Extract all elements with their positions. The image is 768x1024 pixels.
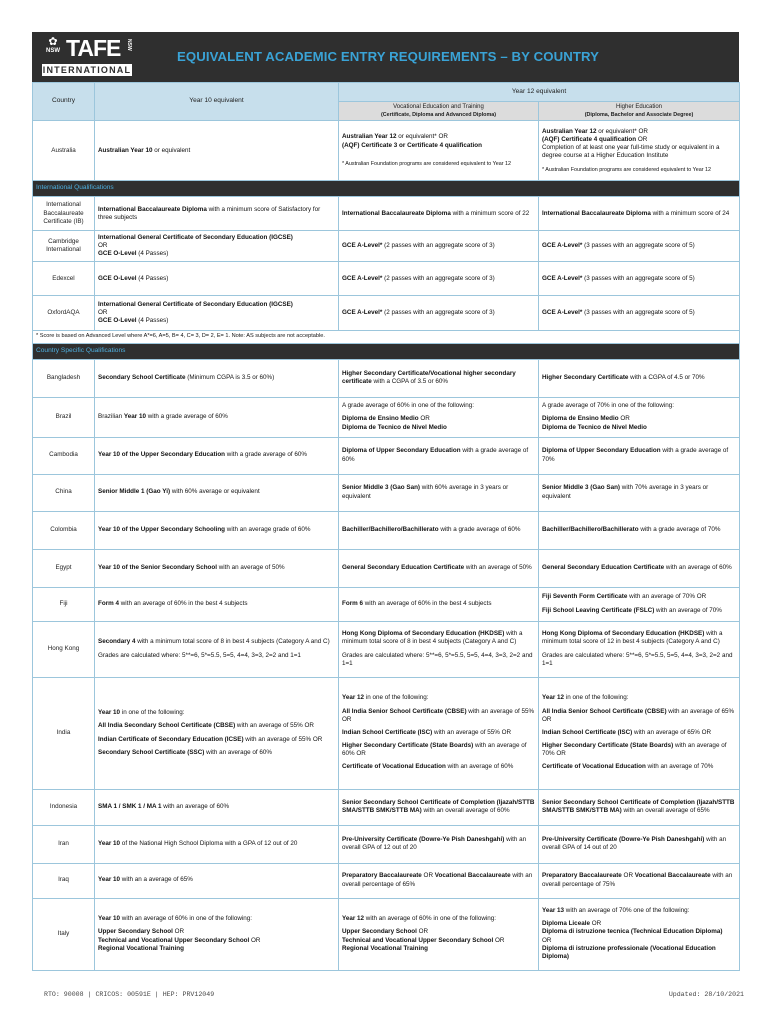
table-row	[33, 621, 740, 677]
year10-cell: Year 10 of the Upper Secondary Schooling with an average grade of 60%	[95, 511, 339, 549]
table-row	[33, 511, 740, 549]
table-row	[33, 262, 740, 296]
footer-updated-date: Updated: 28/10/2021	[668, 991, 744, 998]
country-cell: OxfordAQA	[33, 296, 95, 331]
country-cell: Edexcel	[33, 262, 95, 296]
document-header	[32, 32, 739, 82]
col-header-country: Country	[33, 83, 95, 121]
table-row	[33, 863, 740, 898]
voc-cell: Pre-University Certificate (Dowre-Ye Pish Daneshgahi) with an overall GPA of 12 out of 20	[339, 825, 539, 863]
he-cell: GCE A-Level* (3 passes with an aggregate score of 5)	[539, 231, 740, 262]
year10-cell: Secondary School Certificate (Minimum CGPA is 3.5 or 60%)	[95, 359, 339, 397]
country-cell: Hong Kong	[33, 621, 95, 677]
table-row	[33, 231, 740, 262]
year10-cell: Australian Year 10 or equivalent	[95, 121, 339, 181]
header-row	[33, 83, 740, 102]
voc-cell: GCE A-Level* (2 passes with an aggregate score of 3)	[339, 231, 539, 262]
country-cell: Fiji	[33, 587, 95, 621]
year10-cell: SMA 1 / SMK 1 / MA 1 with an average of 60%	[95, 789, 339, 825]
he-cell: Pre-University Certificate (Dowre-Ye Pish Daneshgahi) with an overall GPA of 14 out of 20	[539, 825, 740, 863]
he-cell: International Baccalaureate Diploma with a minimum score of 24	[539, 197, 740, 231]
table-row	[33, 677, 740, 789]
country-cell: Iraq	[33, 863, 95, 898]
voc-cell: GCE A-Level* (2 passes with an aggregate score of 3)	[339, 262, 539, 296]
year10-cell: Secondary 4 with a minimum total score of 8 in best 4 subjects (Category A and C) Grades are calculated where: 5**=6, 5*=5.5, 5=5, 4=4, 3=3, 2=2 and 1=1	[95, 621, 339, 677]
country-cell: Bangladesh	[33, 359, 95, 397]
country-cell: Italy	[33, 898, 95, 970]
section-international: International Qualifications	[33, 181, 740, 197]
section-country-specific: Country Specific Qualifications	[33, 343, 740, 359]
he-cell: Australian Year 12 or equivalent* OR (AQF) Certificate 4 qualification OR Completion of at least one year full-time study or equivalent in a degree course at a Higher Education Institute * Australian Foundation programs are considered equivalent to Year 12	[539, 121, 740, 181]
he-cell: General Secondary Education Certificate with an average of 60%	[539, 549, 740, 587]
voc-cell: Preparatory Baccalaureate OR Vocational Baccalaureate with an overall percentage of 65%	[339, 863, 539, 898]
voc-cell: Year 12 with an average of 60% in one of the following: Upper Secondary School OR Technical and Vocational Upper Secondary School OR Regional Vocational Training	[339, 898, 539, 970]
page-title: EQUIVALENT ACADEMIC ENTRY REQUIREMENTS – BY COUNTRY	[177, 49, 600, 64]
voc-cell: Higher Secondary Certificate/Vocational higher secondary certificate with a CGPA of 3.5 or 60%	[339, 359, 539, 397]
table-row	[33, 197, 740, 231]
voc-cell: A grade average of 60% in one of the following: Diploma de Ensino Medio OR Diploma de Tecnico de Nivel Medio	[339, 397, 539, 437]
country-cell: Indonesia	[33, 789, 95, 825]
voc-cell: GCE A-Level* (2 passes with an aggregate score of 3)	[339, 296, 539, 331]
year10-cell: Year 10 in one of the following: All India Secondary School Certificate (CBSE) with an average of 55% OR Indian Certificate of Secondary Education (ICSE) with an average of 55% OR Secondary School Certificate (SSC) with an average of 60%	[95, 677, 339, 789]
table-row	[33, 121, 740, 181]
he-cell: GCE A-Level* (3 passes with an aggregate score of 5)	[539, 296, 740, 331]
voc-cell: Diploma of Upper Secondary Education with a grade average of 60%	[339, 437, 539, 474]
logo-nsw-vertical: NSW	[126, 39, 132, 51]
he-cell: Year 12 in one of the following: All India Senior School Certificate (CBSE) with an average of 65% OR Indian School Certificate (ISC) with an average of 65% OR Higher Secondary Certificate (State Boards) with an average of 70% OR Certificate of Vocational Education with an average of 70%	[539, 677, 740, 789]
voc-cell: International Baccalaureate Diploma with a minimum score of 22	[339, 197, 539, 231]
voc-cell: Senior Secondary School Certificate of Completion (Ijazah/STTB SMA/STTB SMK/STTB MA) with an overall average of 60%	[339, 789, 539, 825]
country-cell: Colombia	[33, 511, 95, 549]
year10-cell: Year 10 of the Upper Secondary Education with a grade average of 60%	[95, 437, 339, 474]
table-row	[33, 825, 740, 863]
he-cell: Senior Middle 3 (Gao San) with 70% average in 3 years or equivalent	[539, 474, 740, 511]
country-cell: India	[33, 677, 95, 789]
table-row	[33, 437, 740, 474]
country-cell: International Baccalaureate Certificate (IB)	[33, 197, 95, 231]
table-row	[33, 296, 740, 331]
requirements-table	[32, 82, 740, 971]
logo-tafe-text: TAFE	[66, 35, 121, 61]
year10-cell: Year 10 with an a average of 65%	[95, 863, 339, 898]
a-level-note: * Score is based on Advanced Level where A*=6, A=5, B= 4, C= 3, D= 2, E= 1. Note: AS subjects are not acceptable.	[33, 331, 740, 343]
year10-cell: Form 4 with an average of 60% in the best 4 subjects	[95, 587, 339, 621]
country-cell: Cambridge International	[33, 231, 95, 262]
year10-cell: Year 10 of the Senior Secondary School with an average of 50%	[95, 549, 339, 587]
year10-cell: International Baccalaureate Diploma with a minimum score of Satisfactory for three subjects	[95, 197, 339, 231]
country-cell: China	[33, 474, 95, 511]
country-cell: Egypt	[33, 549, 95, 587]
year10-cell: International General Certificate of Secondary Education (IGCSE) OR GCE O-Level (4 Passes)	[95, 296, 339, 331]
he-cell: Year 13 with an average of 70% one of the following: Diploma Liceale OR Diploma di istruzione tecnica (Technical Education Diploma) OR Diploma di istruzione professionale (Vocational Education Diploma)	[539, 898, 740, 970]
country-cell: Brazil	[33, 397, 95, 437]
col-header-he: Higher Education (Diploma, Bachelor and Associate Degree)	[539, 102, 740, 121]
table-row	[33, 359, 740, 397]
section-row	[33, 181, 740, 197]
year10-cell: Year 10 with an average of 60% in one of the following: Upper Secondary School OR Technical and Vocational Upper Secondary School OR Regional Vocational Training	[95, 898, 339, 970]
he-cell: Fiji Seventh Form Certificate with an average of 70% OR Fiji School Leaving Certificate (FSLC) with an average of 70%	[539, 587, 740, 621]
table-row	[33, 474, 740, 511]
footer-registration: RTO: 90008 | CRICOS: 00591E | HEP: PRV12049	[44, 991, 215, 998]
voc-cell: Year 12 in one of the following: All India Senior School Certificate (CBSE) with an average of 55% OR Indian School Certificate (ISC) with an average of 55% OR Higher Secondary Certificate (State Boards) with an average of 60% OR Certificate of Vocational Education with an average of 60%	[339, 677, 539, 789]
nsw-waratah-icon: ✿ NSW	[46, 36, 60, 54]
he-cell: A grade average of 70% in one of the following: Diploma de Ensino Medio OR Diploma de Tecnico de Nivel Medio	[539, 397, 740, 437]
table-row	[33, 549, 740, 587]
he-cell: Hong Kong Diploma of Secondary Education (HKDSE) with a minimum total score of 12 in best 4 subjects (Category A and C) Grades are calculated where: 5**=6, 5*=5.5, 5=5, 4=4, 3=3, 2=2 and 1=1	[539, 621, 740, 677]
col-header-year12: Year 12 equivalent	[339, 83, 740, 102]
year10-cell: International General Certificate of Secondary Education (IGCSE) OR GCE O-Level (4 Passes)	[95, 231, 339, 262]
he-cell: Bachiller/Bachillero/Bachillerato with a grade average of 70%	[539, 511, 740, 549]
voc-cell: Form 6 with an average of 60% in the best 4 subjects	[339, 587, 539, 621]
voc-cell: Bachiller/Bachillero/Bachillerato with a grade average of 60%	[339, 511, 539, 549]
section-row	[33, 343, 740, 359]
page-footer	[44, 991, 744, 1000]
voc-cell: Australian Year 12 or equivalent* OR (AQF) Certificate 3 or Certificate 4 qualification * Australian Foundation programs are considered equivalent to Year 12	[339, 121, 539, 181]
table-row	[33, 397, 740, 437]
table-row	[33, 587, 740, 621]
table-row	[33, 789, 740, 825]
he-cell: Preparatory Baccalaureate OR Vocational Baccalaureate with an overall percentage of 75%	[539, 863, 740, 898]
country-cell: Cambodia	[33, 437, 95, 474]
col-header-year10: Year 10 equivalent	[95, 83, 339, 121]
he-cell: Higher Secondary Certificate with a CGPA of 4.5 or 70%	[539, 359, 740, 397]
col-header-voc: Vocational Education and Training (Certificate, Diploma and Advanced Diploma)	[339, 102, 539, 121]
year10-cell: Year 10 of the National High School Diploma with a GPA of 12 out of 20	[95, 825, 339, 863]
he-cell: Senior Secondary School Certificate of Completion (Ijazah/STTB SMA/STTB SMK/STTB MA) with an overall average of 65%	[539, 789, 740, 825]
year10-cell: Brazilian Year 10 with a grade average of 60%	[95, 397, 339, 437]
country-cell: Iran	[33, 825, 95, 863]
year10-cell: Senior Middle 1 (Gao Yi) with 60% average or equivalent	[95, 474, 339, 511]
voc-cell: Senior Middle 3 (Gao San) with 60% average in 3 years or equivalent	[339, 474, 539, 511]
he-cell: Diploma of Upper Secondary Education with a grade average of 70%	[539, 437, 740, 474]
year10-cell: GCE O-Level (4 Passes)	[95, 262, 339, 296]
tafe-nsw-logo	[42, 37, 164, 79]
voc-cell: Hong Kong Diploma of Secondary Education (HKDSE) with a minimum total score of 8 in best 4 subjects (Category A and C) Grades are calculated where: 5**=6, 5*=5.5, 5=5, 4=4, 3=3, 2=2 and 1=1	[339, 621, 539, 677]
table-row	[33, 898, 740, 970]
he-cell: GCE A-Level* (3 passes with an aggregate score of 5)	[539, 262, 740, 296]
note-row	[33, 331, 740, 343]
logo-international: INTERNATIONAL	[42, 65, 132, 75]
country-cell: Australia	[33, 121, 95, 181]
voc-cell: General Secondary Education Certificate with an average of 50%	[339, 549, 539, 587]
